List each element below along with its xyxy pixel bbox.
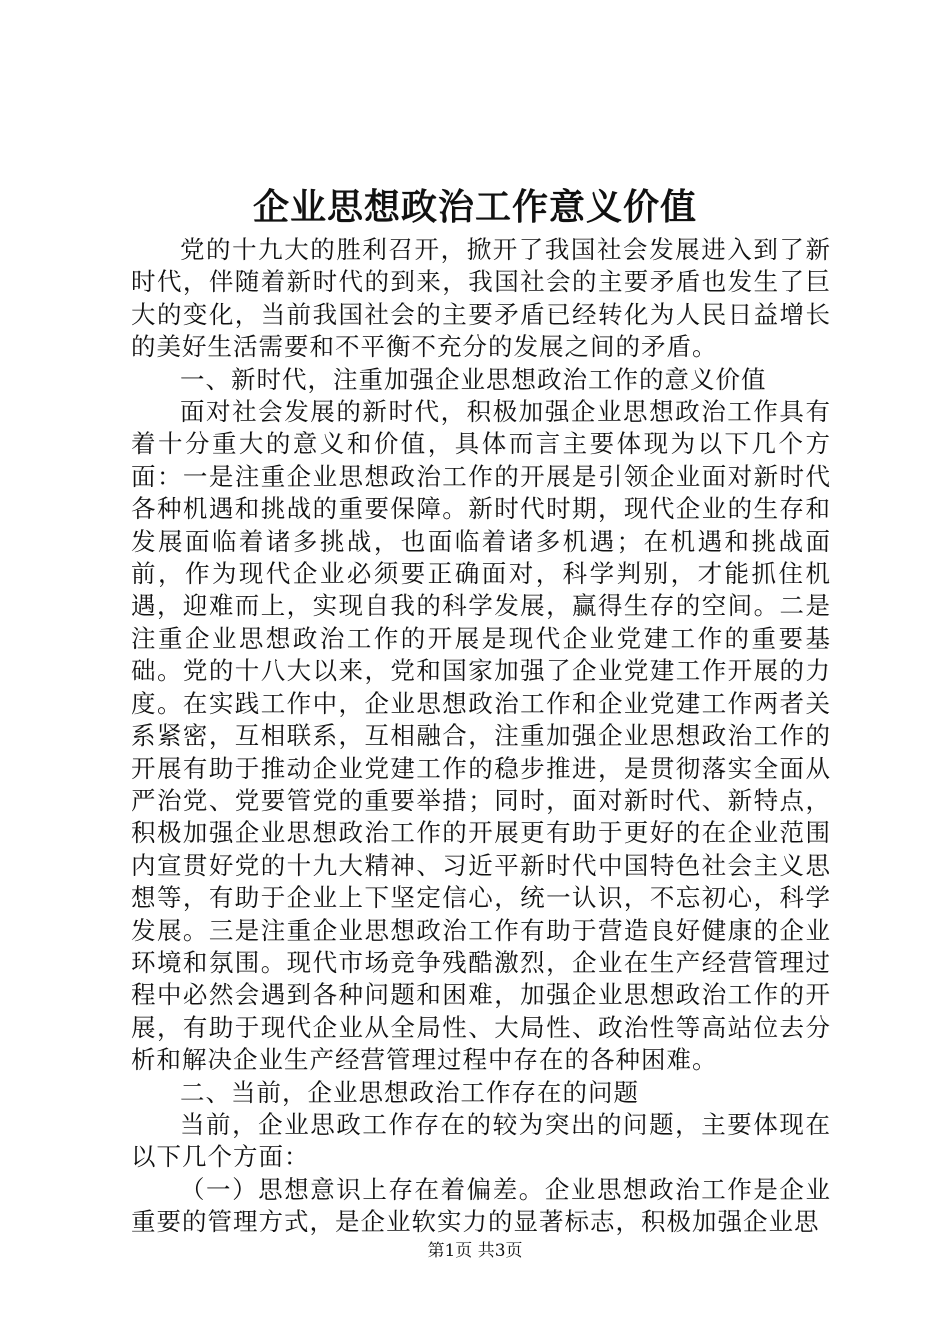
document-body (131, 234, 831, 1239)
section-heading-2: 二、当前，企业思想政治工作存在的问题 (180, 1077, 639, 1107)
paragraph-problem-1: （一）思想意识上存在着偏差。企业思想政治工作是企业重要的管理方式，是企业软实力的显著标志，积极加强企业思 (131, 1174, 831, 1237)
page-footer: 第1页 共3页 (427, 1241, 523, 1261)
paragraph-intro: 党的十九大的胜利召开，掀开了我国社会发展进入到了新时代，伴随着新时代的到来，我国社会的主要矛盾也发生了巨大的变化，当前我国社会的主要矛盾已经转化为人民日益增长的美好生活需要和不平衡不充分的发展之间的矛盾。 (131, 235, 831, 362)
section-heading-1: 一、新时代，注重加强企业思想政治工作的意义价值 (180, 364, 767, 394)
document-title: 企业思想政治工作意义价值 (252, 186, 697, 228)
paragraph-problems-intro: 当前，企业思政工作存在的较为突出的问题，主要体现在以下几个方面： (131, 1109, 831, 1172)
paragraph-significance: 面对社会发展的新时代，积极加强企业思想政治工作具有着十分重大的意义和价值，具体而言主要体现为以下几个方面：一是注重企业思想政治工作的开展是引领企业面对新时代各种机遇和挑战的重要保障。新时代时期，现代企业的生存和发展面临着诸多挑战，也面临着诸多机遇；在机遇和挑战面前，作为现代企业必须要正确面对，科学判别，才能抓住机遇，迎难而上，实现自我的科学发展，赢得生存的空间。二是注重企业思想政治工作的开展是现代企业党建工作的重要基础。党的十八大以来，党和国家加强了企业党建工作开展的力度。在实践工作中，企业思想政治工作和企业党建工作两者关系紧密，互相联系，互相融合，注重加强企业思想政治工作的开展有助于推动企业党建工作的稳步推进，是贯彻落实全面从严治党、党要管党的重要举措；同时，面对新时代、新特点，积极加强企业思想政治工作的开展更有助于更好的在企业范围内宣贯好党的十九大精神、习近平新时代中国特色社会主义思想等，有助于企业上下坚定信心，统一认识，不忘初心，科学发展。三是注重企业思想政治工作有助于营造良好健康的企业环境和氛围。现代市场竞争残酷激烈，企业在生产经营管理过程中必然会遇到各种问题和困难，加强企业思想政治工作的开展，有助于现代企业从全局性、大局性、政治性等高站位去分析和解决企业生产经营管理过程中存在的各种困难。 (131, 397, 831, 1075)
